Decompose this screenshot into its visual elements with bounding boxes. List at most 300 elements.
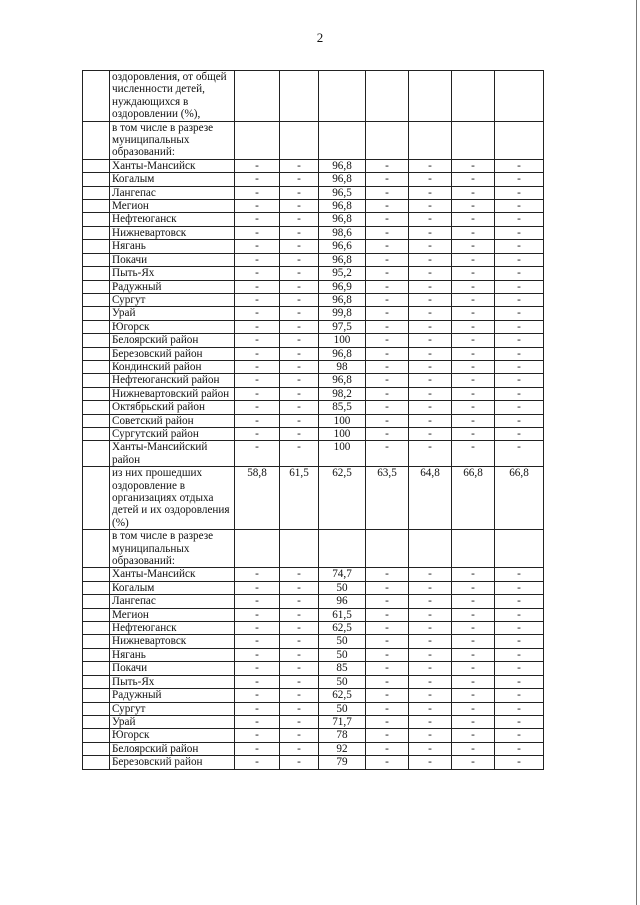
table-row (83, 173, 544, 186)
value-cell: 96,8 (319, 159, 366, 172)
value-cell: - (409, 662, 452, 675)
value-cell: - (495, 334, 544, 347)
table-row (83, 360, 544, 373)
value-cell: - (495, 662, 544, 675)
row-index-cell (83, 648, 110, 661)
row-index-cell (83, 756, 110, 769)
value-cell: - (409, 320, 452, 333)
value-cell (280, 121, 319, 159)
value-cell: - (366, 702, 409, 715)
row-index-cell (83, 387, 110, 400)
value-cell: - (452, 689, 495, 702)
row-index-cell (83, 334, 110, 347)
value-cell (235, 121, 280, 159)
value-cell: - (280, 729, 319, 742)
value-cell: - (235, 374, 280, 387)
value-cell: 96,9 (319, 280, 366, 293)
value-cell: - (495, 622, 544, 635)
row-label-cell: Кондинский район (110, 360, 235, 373)
value-cell: - (366, 173, 409, 186)
value-cell: - (452, 347, 495, 360)
value-cell: - (452, 581, 495, 594)
value-cell: - (409, 387, 452, 400)
value-cell (452, 71, 495, 122)
value-cell: - (366, 635, 409, 648)
value-cell (452, 121, 495, 159)
row-label-cell: Нефтеюганский район (110, 374, 235, 387)
value-cell: - (409, 360, 452, 373)
table-row (83, 441, 544, 467)
value-cell: - (452, 756, 495, 769)
value-cell: - (235, 159, 280, 172)
table-row (83, 293, 544, 306)
row-index-cell (83, 240, 110, 253)
value-cell: - (366, 360, 409, 373)
value-cell: - (366, 622, 409, 635)
value-cell (409, 71, 452, 122)
value-cell: - (452, 702, 495, 715)
value-cell: - (366, 414, 409, 427)
value-cell: - (366, 427, 409, 440)
value-cell: - (409, 307, 452, 320)
value-cell: 92 (319, 742, 366, 755)
value-cell: - (366, 200, 409, 213)
value-cell: - (495, 267, 544, 280)
page-number: 2 (316, 30, 324, 45)
value-cell: - (495, 648, 544, 661)
value-cell: - (235, 581, 280, 594)
value-cell: - (452, 200, 495, 213)
table-row (83, 253, 544, 266)
value-cell: - (452, 608, 495, 621)
value-cell: 63,5 (366, 467, 409, 530)
value-cell: - (409, 756, 452, 769)
row-index-cell (83, 662, 110, 675)
value-cell: - (495, 756, 544, 769)
value-cell: - (452, 742, 495, 755)
value-cell: - (452, 307, 495, 320)
value-cell: - (235, 401, 280, 414)
value-cell: - (235, 608, 280, 621)
row-index-cell (83, 267, 110, 280)
value-cell: - (452, 267, 495, 280)
value-cell (495, 71, 544, 122)
value-cell: - (409, 595, 452, 608)
value-cell: - (280, 253, 319, 266)
value-cell: - (280, 635, 319, 648)
value-cell: - (366, 595, 409, 608)
value-cell: - (280, 159, 319, 172)
value-cell: - (495, 226, 544, 239)
value-cell: - (235, 648, 280, 661)
value-cell: - (366, 756, 409, 769)
table-row (83, 280, 544, 293)
row-index-cell (83, 702, 110, 715)
row-label-cell: Югорск (110, 729, 235, 742)
value-cell: - (409, 186, 452, 199)
row-label-cell: Сургут (110, 293, 235, 306)
value-cell: - (280, 186, 319, 199)
value-cell: - (366, 226, 409, 239)
value-cell: - (452, 427, 495, 440)
value-cell: 85,5 (319, 401, 366, 414)
value-cell: - (366, 648, 409, 661)
value-cell: 58,8 (235, 467, 280, 530)
value-cell: - (495, 387, 544, 400)
value-cell: - (495, 374, 544, 387)
value-cell: - (280, 689, 319, 702)
value-cell: - (366, 320, 409, 333)
value-cell: - (235, 715, 280, 728)
value-cell: - (452, 414, 495, 427)
value-cell: - (409, 742, 452, 755)
value-cell: - (452, 675, 495, 688)
value-cell: 98,2 (319, 387, 366, 400)
row-label-cell: Когалым (110, 173, 235, 186)
row-label-cell: Березовский район (110, 756, 235, 769)
row-label-cell: оздоровления, от общей численности детей, нуждающихся в оздоровлении (%), (110, 71, 235, 122)
value-cell: 96,8 (319, 213, 366, 226)
value-cell: - (409, 675, 452, 688)
row-label-cell: Нижневартовск (110, 226, 235, 239)
row-label-cell: Октябрьский район (110, 401, 235, 414)
value-cell (495, 121, 544, 159)
value-cell: - (235, 307, 280, 320)
row-index-cell (83, 608, 110, 621)
value-cell: 50 (319, 581, 366, 594)
value-cell: - (495, 715, 544, 728)
row-index-cell (83, 427, 110, 440)
row-index-cell (83, 347, 110, 360)
value-cell: - (495, 635, 544, 648)
table-row (83, 374, 544, 387)
value-cell: - (495, 581, 544, 594)
value-cell: - (409, 280, 452, 293)
value-cell: - (495, 427, 544, 440)
value-cell: - (366, 401, 409, 414)
table-row (83, 213, 544, 226)
value-cell: - (495, 253, 544, 266)
row-label-cell: Лангепас (110, 186, 235, 199)
value-cell: - (366, 374, 409, 387)
value-cell: - (452, 441, 495, 467)
value-cell (319, 530, 366, 568)
value-cell: 96,5 (319, 186, 366, 199)
value-cell: - (280, 360, 319, 373)
row-label-cell: Березовский район (110, 347, 235, 360)
row-index-cell (83, 742, 110, 755)
value-cell: - (280, 595, 319, 608)
value-cell: - (495, 320, 544, 333)
value-cell: 96,8 (319, 374, 366, 387)
value-cell: 96,8 (319, 253, 366, 266)
value-cell: 62,5 (319, 689, 366, 702)
row-index-cell (83, 675, 110, 688)
row-label-cell: Нягань (110, 648, 235, 661)
value-cell: - (495, 280, 544, 293)
table-row (83, 307, 544, 320)
row-index-cell (83, 635, 110, 648)
row-label-cell: Нягань (110, 240, 235, 253)
value-cell: - (280, 387, 319, 400)
value-cell: - (409, 715, 452, 728)
row-label-cell: Покачи (110, 253, 235, 266)
value-cell: 61,5 (280, 467, 319, 530)
value-cell: - (409, 226, 452, 239)
value-cell: - (452, 173, 495, 186)
value-cell: 99,8 (319, 307, 366, 320)
value-cell: - (452, 387, 495, 400)
row-index-cell (83, 320, 110, 333)
value-cell: - (409, 293, 452, 306)
row-index-cell (83, 226, 110, 239)
row-label-cell: Пыть-Ях (110, 267, 235, 280)
value-cell: - (495, 568, 544, 581)
value-cell: 74,7 (319, 568, 366, 581)
value-cell: - (409, 568, 452, 581)
value-cell: - (280, 374, 319, 387)
value-cell: - (495, 293, 544, 306)
value-cell: - (495, 595, 544, 608)
row-label-cell: Мегион (110, 608, 235, 621)
row-index-cell (83, 186, 110, 199)
value-cell: - (452, 715, 495, 728)
value-cell (319, 121, 366, 159)
value-cell: - (280, 662, 319, 675)
indicator-table (82, 70, 544, 770)
value-cell: 64,8 (409, 467, 452, 530)
value-cell: 96,8 (319, 200, 366, 213)
value-cell: - (495, 360, 544, 373)
value-cell: - (235, 675, 280, 688)
row-label-cell: в том числе в разрезе муниципальных образований: (110, 121, 235, 159)
value-cell: - (409, 253, 452, 266)
row-index-cell (83, 530, 110, 568)
value-cell: - (366, 159, 409, 172)
value-cell: - (409, 414, 452, 427)
value-cell: - (280, 608, 319, 621)
value-cell: - (409, 729, 452, 742)
row-index-cell (83, 293, 110, 306)
value-cell: - (280, 742, 319, 755)
value-cell: 95,2 (319, 267, 366, 280)
value-cell: - (409, 581, 452, 594)
value-cell: - (280, 756, 319, 769)
value-cell: 96,8 (319, 173, 366, 186)
value-cell: - (452, 662, 495, 675)
value-cell: - (409, 159, 452, 172)
value-cell: 96,8 (319, 293, 366, 306)
value-cell: 62,5 (319, 467, 366, 530)
value-cell: - (409, 401, 452, 414)
row-label-cell: из них прошедших оздоровление в организациях отдыха детей и их оздоровления (%) (110, 467, 235, 530)
table-row (83, 662, 544, 675)
value-cell: - (235, 200, 280, 213)
value-cell: - (495, 689, 544, 702)
value-cell: - (235, 595, 280, 608)
value-cell: - (452, 622, 495, 635)
table-row (83, 200, 544, 213)
row-index-cell (83, 121, 110, 159)
value-cell: - (280, 347, 319, 360)
value-cell (452, 530, 495, 568)
row-label-cell: Нефтеюганск (110, 213, 235, 226)
row-index-cell (83, 467, 110, 530)
value-cell: - (452, 226, 495, 239)
value-cell: - (495, 213, 544, 226)
value-cell: - (495, 742, 544, 755)
table-row (83, 267, 544, 280)
value-cell: - (495, 675, 544, 688)
value-cell: 50 (319, 635, 366, 648)
value-cell: 100 (319, 334, 366, 347)
row-index-cell (83, 360, 110, 373)
table-row (83, 581, 544, 594)
value-cell: - (409, 200, 452, 213)
value-cell (366, 71, 409, 122)
value-cell: - (452, 648, 495, 661)
table-row (83, 715, 544, 728)
value-cell: 98 (319, 360, 366, 373)
value-cell: 100 (319, 427, 366, 440)
row-index-cell (83, 173, 110, 186)
value-cell: - (366, 253, 409, 266)
value-cell: - (280, 581, 319, 594)
value-cell: - (366, 689, 409, 702)
value-cell: - (235, 334, 280, 347)
table-row (83, 595, 544, 608)
row-index-cell (83, 374, 110, 387)
row-label-cell: Покачи (110, 662, 235, 675)
value-cell: - (366, 240, 409, 253)
value-cell: - (495, 414, 544, 427)
row-label-cell: Сургут (110, 702, 235, 715)
row-label-cell: Нефтеюганск (110, 622, 235, 635)
value-cell: - (452, 635, 495, 648)
value-cell: - (235, 347, 280, 360)
value-cell: - (495, 729, 544, 742)
value-cell: - (235, 253, 280, 266)
value-cell (409, 530, 452, 568)
value-cell: - (235, 320, 280, 333)
table-row (83, 467, 544, 530)
value-cell: - (280, 675, 319, 688)
value-cell: - (495, 186, 544, 199)
value-cell: - (235, 360, 280, 373)
value-cell: - (409, 347, 452, 360)
value-cell: - (366, 387, 409, 400)
value-cell: - (280, 293, 319, 306)
value-cell: - (366, 334, 409, 347)
value-cell: - (452, 360, 495, 373)
table-row (83, 401, 544, 414)
table-row (83, 387, 544, 400)
value-cell: 100 (319, 414, 366, 427)
scan-edge-line (636, 0, 637, 905)
value-cell: 50 (319, 702, 366, 715)
value-cell: - (409, 702, 452, 715)
row-index-cell (83, 441, 110, 467)
value-cell: - (280, 200, 319, 213)
row-label-cell: Советский район (110, 414, 235, 427)
value-cell: - (495, 608, 544, 621)
value-cell: - (366, 280, 409, 293)
row-index-cell (83, 280, 110, 293)
value-cell: - (452, 320, 495, 333)
value-cell: - (235, 622, 280, 635)
value-cell: - (280, 441, 319, 467)
value-cell: - (495, 200, 544, 213)
table-row (83, 568, 544, 581)
row-index-cell (83, 414, 110, 427)
table-row (83, 608, 544, 621)
value-cell (235, 530, 280, 568)
value-cell: - (280, 240, 319, 253)
value-cell: - (280, 267, 319, 280)
value-cell: - (280, 401, 319, 414)
value-cell: - (366, 729, 409, 742)
value-cell: - (366, 186, 409, 199)
value-cell: - (235, 387, 280, 400)
row-index-cell (83, 213, 110, 226)
value-cell: - (452, 334, 495, 347)
row-label-cell: Ханты-Мансийск (110, 568, 235, 581)
table-row (83, 414, 544, 427)
value-cell: 50 (319, 675, 366, 688)
row-index-cell (83, 622, 110, 635)
table-row (83, 622, 544, 635)
value-cell: - (366, 568, 409, 581)
value-cell: - (452, 374, 495, 387)
row-label-cell: Радужный (110, 280, 235, 293)
table-body (83, 71, 544, 770)
value-cell: 78 (319, 729, 366, 742)
value-cell: - (409, 213, 452, 226)
value-cell (366, 121, 409, 159)
value-cell (366, 530, 409, 568)
value-cell: - (235, 756, 280, 769)
value-cell: 61,5 (319, 608, 366, 621)
value-cell: - (452, 401, 495, 414)
value-cell: 96,8 (319, 347, 366, 360)
value-cell: - (366, 662, 409, 675)
row-label-cell: Лангепас (110, 595, 235, 608)
value-cell: 62,5 (319, 622, 366, 635)
value-cell: - (366, 742, 409, 755)
row-label-cell: в том числе в разрезе муниципальных образований: (110, 530, 235, 568)
table-row (83, 756, 544, 769)
row-index-cell (83, 200, 110, 213)
value-cell: - (366, 213, 409, 226)
value-cell: - (280, 702, 319, 715)
row-index-cell (83, 253, 110, 266)
table-row (83, 226, 544, 239)
value-cell: - (366, 267, 409, 280)
value-cell: - (235, 729, 280, 742)
value-cell: - (452, 213, 495, 226)
value-cell: - (280, 715, 319, 728)
value-cell: - (366, 293, 409, 306)
value-cell: - (235, 568, 280, 581)
value-cell: - (366, 675, 409, 688)
value-cell: 97,5 (319, 320, 366, 333)
value-cell: - (495, 401, 544, 414)
value-cell: - (409, 622, 452, 635)
value-cell: - (409, 608, 452, 621)
row-label-cell: Ханты-Мансийск (110, 159, 235, 172)
value-cell: - (280, 320, 319, 333)
row-label-cell: Урай (110, 307, 235, 320)
